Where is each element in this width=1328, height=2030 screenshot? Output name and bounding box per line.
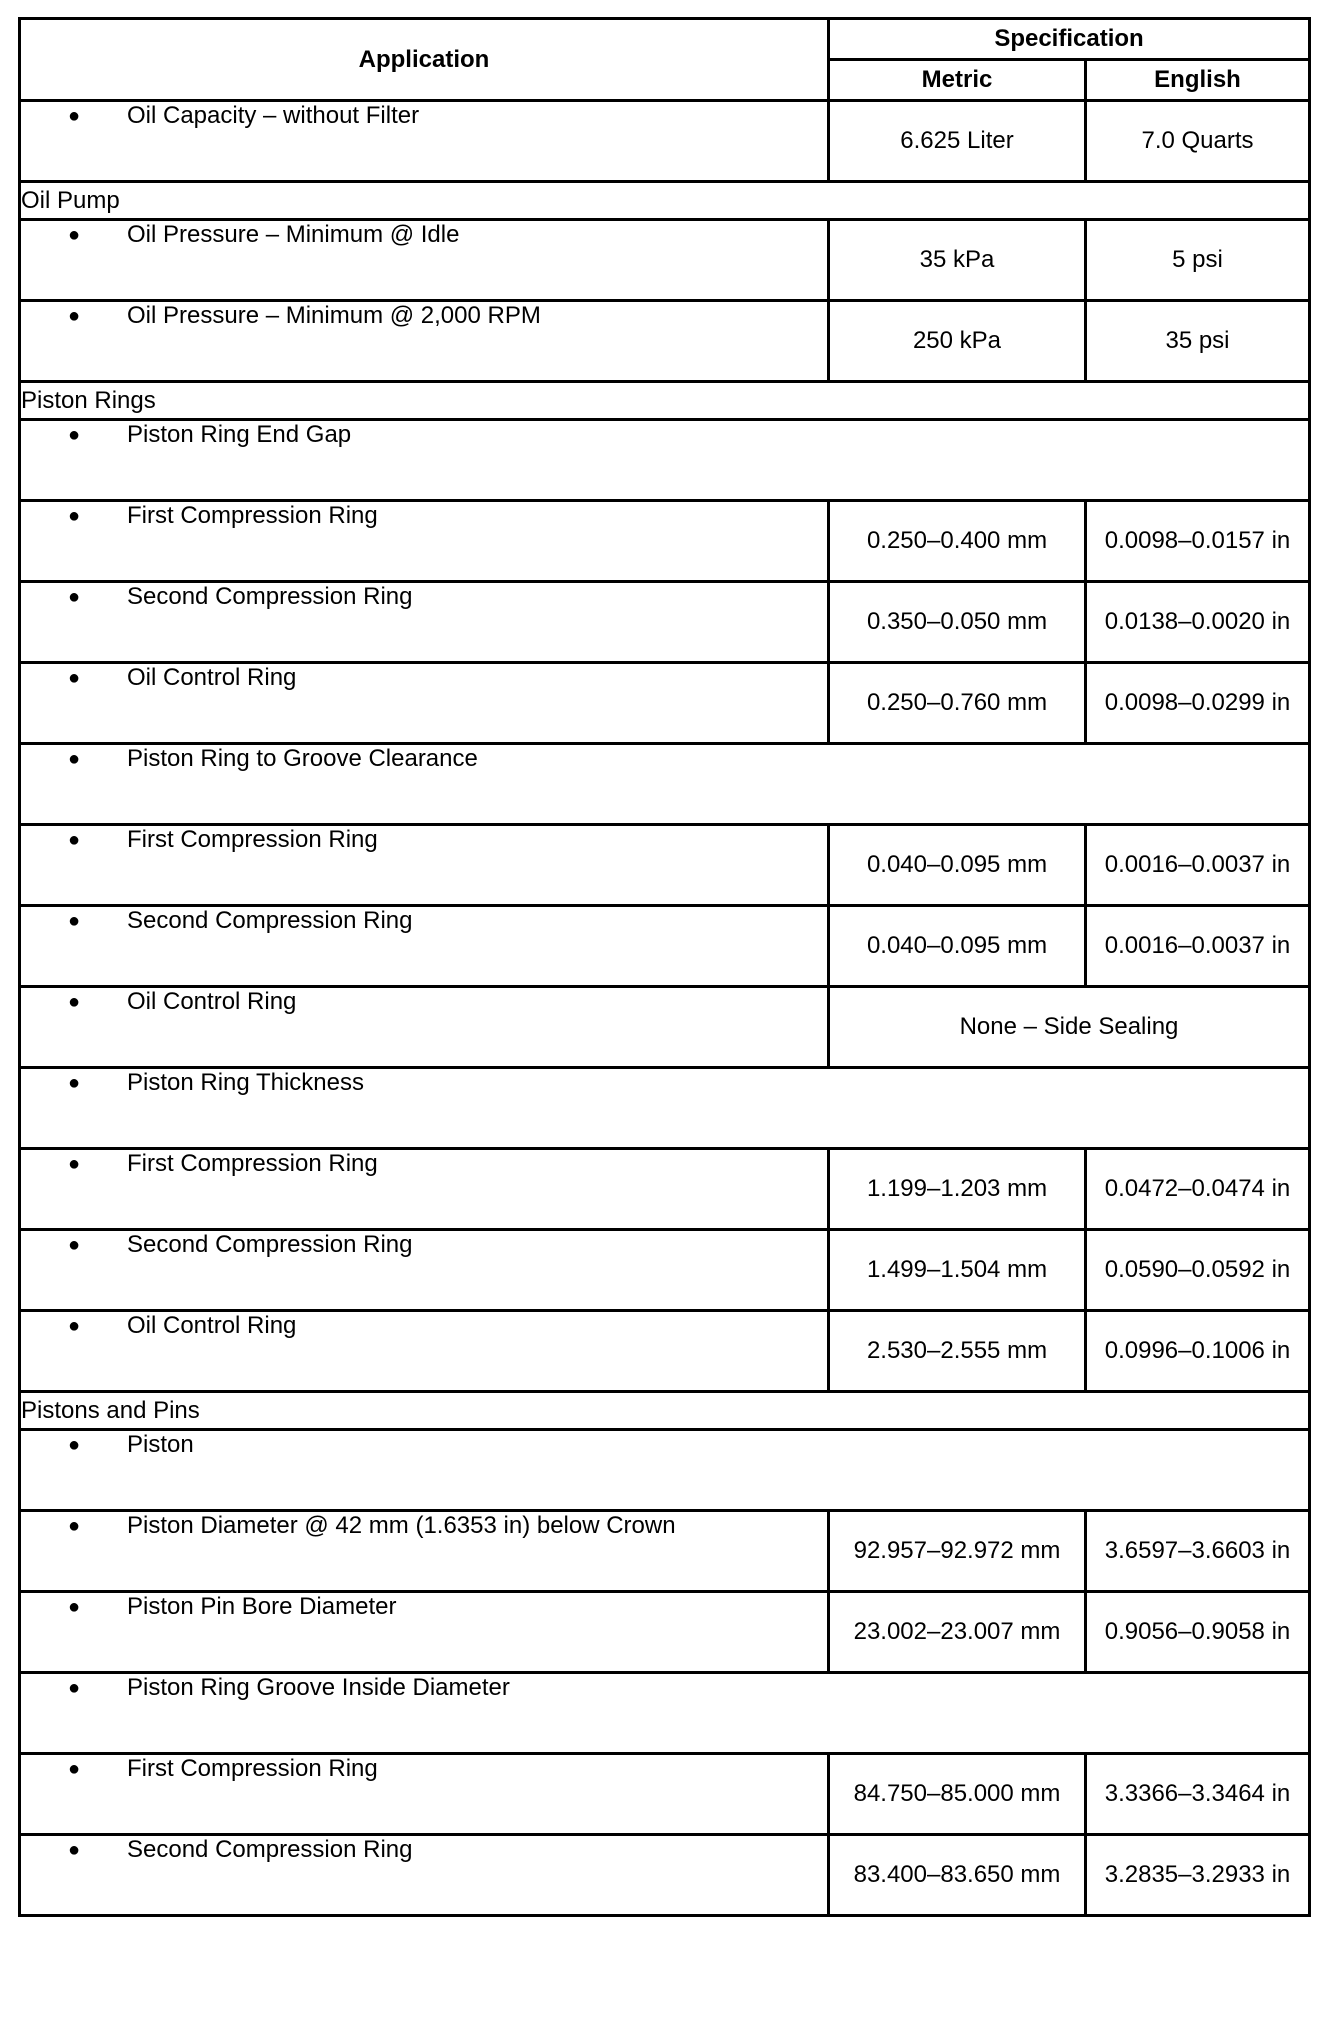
application-cell <box>20 101 829 182</box>
table-row <box>20 1511 1310 1592</box>
section-label: Oil Pump <box>20 182 1310 220</box>
application-label: Piston Pin Bore Diameter <box>127 1593 397 1620</box>
specification-table <box>18 17 1311 1917</box>
application-label: Oil Pressure – Minimum @ 2,000 RPM <box>127 302 541 329</box>
application-label: Piston Ring End Gap <box>127 421 352 448</box>
bullet-icon: ● <box>67 586 81 608</box>
bullet-icon: ● <box>67 991 81 1013</box>
application-cell <box>20 663 829 744</box>
metric-value: 0.250–0.760 mm <box>829 663 1086 744</box>
table-row <box>20 501 1310 582</box>
table-row <box>20 1230 1310 1311</box>
application-cell <box>20 1673 1310 1754</box>
section-label: Pistons and Pins <box>20 1392 1310 1430</box>
metric-value: 0.350–0.050 mm <box>829 582 1086 663</box>
application-cell <box>20 420 1310 501</box>
bullet-icon: ● <box>67 748 81 770</box>
table-row <box>20 1754 1310 1835</box>
metric-value: 84.750–85.000 mm <box>829 1754 1086 1835</box>
table-row <box>20 744 1310 825</box>
english-value: 3.3366–3.3464 in <box>1086 1754 1310 1835</box>
table-row <box>20 1835 1310 1916</box>
english-value: 0.0472–0.0474 in <box>1086 1149 1310 1230</box>
application-label: Piston Ring to Groove Clearance <box>127 745 478 772</box>
english-value: 7.0 Quarts <box>1086 101 1310 182</box>
table-row <box>20 1149 1310 1230</box>
application-label: Oil Capacity – without Filter <box>127 102 420 129</box>
section-label: Piston Rings <box>20 382 1310 420</box>
application-cell <box>20 1149 829 1230</box>
english-value: 0.0138–0.0020 in <box>1086 582 1310 663</box>
application-cell <box>20 1511 829 1592</box>
table-row <box>20 825 1310 906</box>
english-value: 3.6597–3.6603 in <box>1086 1511 1310 1592</box>
application-label: Oil Control Ring <box>127 664 297 691</box>
application-cell <box>20 906 829 987</box>
metric-value: 23.002–23.007 mm <box>829 1592 1086 1673</box>
english-header: English <box>1086 60 1310 101</box>
application-cell <box>20 1754 829 1835</box>
metric-value: 35 kPa <box>829 220 1086 301</box>
english-value: 0.0016–0.0037 in <box>1086 906 1310 987</box>
application-label: Second Compression Ring <box>127 1836 413 1863</box>
table-row <box>20 1592 1310 1673</box>
application-label: Oil Pressure – Minimum @ Idle <box>127 221 460 248</box>
application-label: First Compression Ring <box>127 826 378 853</box>
application-cell <box>20 987 829 1068</box>
metric-value: 1.199–1.203 mm <box>829 1149 1086 1230</box>
table-row <box>20 906 1310 987</box>
metric-header: Metric <box>829 60 1086 101</box>
bullet-icon: ● <box>67 1758 81 1780</box>
bullet-icon: ● <box>67 1839 81 1861</box>
application-cell <box>20 220 829 301</box>
application-label: Oil Control Ring <box>127 1312 297 1339</box>
application-label: Second Compression Ring <box>127 583 413 610</box>
application-cell <box>20 1311 829 1392</box>
english-value: 5 psi <box>1086 220 1310 301</box>
metric-value: 1.499–1.504 mm <box>829 1230 1086 1311</box>
table-row <box>20 987 1310 1068</box>
application-cell <box>20 1430 1310 1511</box>
bullet-icon: ● <box>67 505 81 527</box>
metric-value: 0.040–0.095 mm <box>829 825 1086 906</box>
bullet-icon: ● <box>67 829 81 851</box>
bullet-icon: ● <box>67 1515 81 1537</box>
application-label: First Compression Ring <box>127 1755 378 1782</box>
application-cell <box>20 744 1310 825</box>
table-row <box>20 182 1310 220</box>
application-cell <box>20 1592 829 1673</box>
application-cell <box>20 825 829 906</box>
english-value: 0.0016–0.0037 in <box>1086 825 1310 906</box>
table-row <box>20 420 1310 501</box>
application-label: First Compression Ring <box>127 1150 378 1177</box>
english-value: 0.0098–0.0299 in <box>1086 663 1310 744</box>
english-value: 3.2835–3.2933 in <box>1086 1835 1310 1916</box>
application-label: Piston Diameter @ 42 mm (1.6353 in) below Crown <box>127 1512 676 1539</box>
application-label: Piston Ring Thickness <box>127 1069 364 1096</box>
application-label: Oil Control Ring <box>127 988 297 1015</box>
specification-body <box>20 101 1310 1916</box>
metric-value: 6.625 Liter <box>829 101 1086 182</box>
specification-value: None – Side Sealing <box>829 987 1310 1068</box>
metric-value: 0.250–0.400 mm <box>829 501 1086 582</box>
table-row <box>20 101 1310 182</box>
bullet-icon: ● <box>67 667 81 689</box>
metric-value: 83.400–83.650 mm <box>829 1835 1086 1916</box>
english-value: 0.0098–0.0157 in <box>1086 501 1310 582</box>
table-row <box>20 1392 1310 1430</box>
table-row <box>20 301 1310 382</box>
english-value: 0.9056–0.9058 in <box>1086 1592 1310 1673</box>
table-row <box>20 382 1310 420</box>
specification-header: Specification <box>829 19 1310 60</box>
table-row <box>20 1068 1310 1149</box>
bullet-icon: ● <box>67 424 81 446</box>
bullet-icon: ● <box>67 1434 81 1456</box>
metric-value: 2.530–2.555 mm <box>829 1311 1086 1392</box>
bullet-icon: ● <box>67 910 81 932</box>
english-value: 35 psi <box>1086 301 1310 382</box>
application-cell <box>20 1068 1310 1149</box>
english-value: 0.0590–0.0592 in <box>1086 1230 1310 1311</box>
application-label: Second Compression Ring <box>127 1231 413 1258</box>
application-label: Piston Ring Groove Inside Diameter <box>127 1674 510 1701</box>
table-row <box>20 220 1310 301</box>
application-cell <box>20 301 829 382</box>
bullet-icon: ● <box>67 1234 81 1256</box>
table-row <box>20 1673 1310 1754</box>
english-value: 0.0996–0.1006 in <box>1086 1311 1310 1392</box>
bullet-icon: ● <box>67 1677 81 1699</box>
application-label: Second Compression Ring <box>127 907 413 934</box>
application-label: First Compression Ring <box>127 502 378 529</box>
application-cell <box>20 1835 829 1916</box>
table-row <box>20 663 1310 744</box>
application-cell <box>20 501 829 582</box>
application-label: Piston <box>127 1431 194 1458</box>
application-cell <box>20 1230 829 1311</box>
bullet-icon: ● <box>67 1153 81 1175</box>
application-header: Application <box>20 19 829 101</box>
bullet-icon: ● <box>67 224 81 246</box>
metric-value: 0.040–0.095 mm <box>829 906 1086 987</box>
bullet-icon: ● <box>67 1596 81 1618</box>
application-cell <box>20 582 829 663</box>
metric-value: 250 kPa <box>829 301 1086 382</box>
bullet-icon: ● <box>67 105 81 127</box>
table-row <box>20 1311 1310 1392</box>
table-row <box>20 1430 1310 1511</box>
metric-value: 92.957–92.972 mm <box>829 1511 1086 1592</box>
bullet-icon: ● <box>67 305 81 327</box>
bullet-icon: ● <box>67 1072 81 1094</box>
bullet-icon: ● <box>67 1315 81 1337</box>
table-row <box>20 582 1310 663</box>
